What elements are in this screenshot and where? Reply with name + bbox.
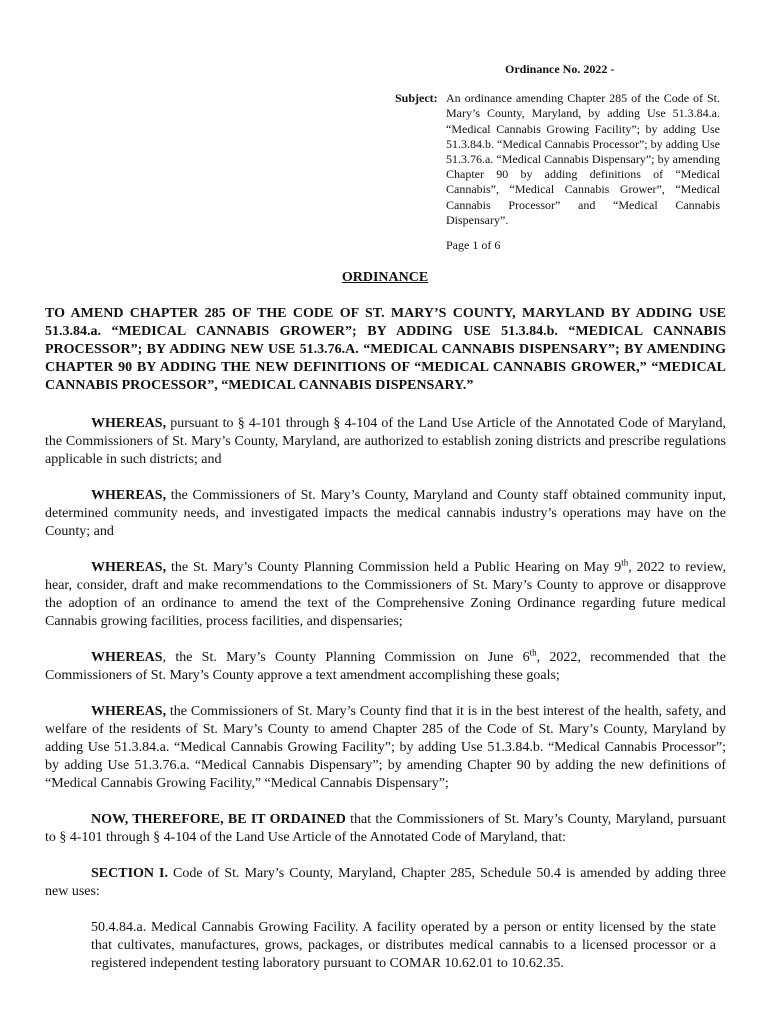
paragraph-text: the St. Mary’s County Planning Commission held a Public Hearing on May 9 <box>166 560 622 575</box>
ordained-paragraph <box>45 811 726 847</box>
section-one-paragraph <box>45 865 726 901</box>
paragraph-lead: WHEREAS, <box>91 704 167 719</box>
ordinance-body <box>45 305 726 973</box>
paragraph-lead: WHEREAS, <box>91 488 167 503</box>
whereas-paragraph-5 <box>45 703 726 793</box>
ordinance-number: Ordinance No. 2022 - <box>505 62 615 76</box>
paragraph-text: the Commissioners of St. Mary’s County, Maryland and County staff obtained community input, determined community needs, and investigated impacts the medical cannabis industry’s operations may have on the County; and <box>45 488 726 539</box>
ordinal-suffix: th <box>529 647 537 658</box>
ordinance-heading: TO AMEND CHAPTER 285 OF THE CODE OF ST. MARY’S COUNTY, MARYLAND BY ADDING USE 51.3.84.a. “MEDICAL CANNABIS GROWER”; BY ADDING USE 51.3.84.b. “MEDICAL CANNABIS PROCESSOR”; BY ADDING NEW USE 51.3.76.A. “MEDICAL CANNABIS DISPENSARY”; BY AMENDING CHAPTER 90 BY ADDING THE NEW DEFINITIONS OF “MEDICAL CANNABIS GROWER,” “MEDICAL CANNABIS PROCESSOR”, “MEDICAL CANNABIS DISPENSARY.” <box>45 306 726 393</box>
paragraph-text: , 2022, recommended that the Commissioners of St. Mary’s County approve a text amendment accomplishing these goals; <box>45 650 726 683</box>
ordinal-suffix: th <box>621 557 629 568</box>
subject-label: Subject: <box>395 91 438 106</box>
paragraph-text: Code of St. Mary’s County, Maryland, Chapter 285, Schedule 50.4 is amended by adding three new uses: <box>45 866 727 899</box>
subject-row <box>395 91 725 228</box>
page-number: Page 1 of 6 <box>446 238 501 253</box>
paragraph-text: , 2022 to review, hear, consider, draft and make recommendations to the Commissioners of St. Mary’s County to approve or disapprove the adoption of an ordinance to amend the text of the Comprehensive Zoning Ordinance regarding future medical Cannabis growing facilities, process facilities, and dispensaries; <box>45 560 726 629</box>
paragraph-text: pursuant to § 4-101 through § 4-104 of the Land Use Article of the Annotated Code of Maryland, the Commissioners of St. Mary’s County, Maryland, are authorized to establish zoning districts and prescribe regulations applicable in such districts; and <box>45 416 726 467</box>
whereas-paragraph-4 <box>45 649 726 685</box>
paragraph-text: , the St. Mary’s County Planning Commission on June 6 <box>162 650 530 665</box>
paragraph-text: the Commissioners of St. Mary’s County find that it is in the best interest of the health, safety, and welfare of the residents of St. Mary’s County to amend Chapter 285 of the Code of St. Mary’s County, Maryland by adding Use 51.3.84.a. “Medical Cannabis Growing Facility”; by adding Use 51.3.84.b. “Medical Cannabis Processor”; by adding Use 51.3.76.a. “Medical Cannabis Dispensary”; by amending Chapter 90 by adding the new definitions of “Medical Cannabis Growing Facility,” “Medical Cannabis Dispensary”; <box>45 704 726 791</box>
whereas-paragraph-3 <box>45 559 726 631</box>
ordinance-header <box>395 62 725 253</box>
paragraph-lead: WHEREAS <box>91 650 163 665</box>
paragraph-text: that the Commissioners of St. Mary’s County, Maryland, pursuant to § 4-101 through § 4-104 of the Land Use Article of the Annotated Code of Maryland, that: <box>45 812 726 845</box>
paragraph-lead: NOW, THEREFORE, BE IT ORDAINED <box>91 812 346 827</box>
use-definition-50-4-84-a: 50.4.84.a. Medical Cannabis Growing Facility. A facility operated by a person or entity licensed by the state that cultivates, manufactures, grows, packages, or distributes medical cannabis to a licensed processor or a registered independent testing laboratory pursuant to COMAR 10.62.01 to 10.62.35. <box>91 920 716 971</box>
whereas-paragraph-1 <box>45 415 726 469</box>
paragraph-lead: WHEREAS, <box>91 560 167 575</box>
paragraph-lead: WHEREAS, <box>91 416 167 431</box>
subject-text: An ordinance amending Chapter 285 of the Code of St. Mary’s County, Maryland, by adding Use 51.3.84.a. “Medical Cannabis Growing Facility”; by adding Use 51.3.84.b. “Medical Cannabis Processor”; by adding Use 51.3.76.a. “Medical Cannabis Dispensary”; by amending Chapter 90 by adding definitions of “Medical Cannabis”, “Medical Cannabis Grower”, “Medical Cannabis Processor” and “Medical Cannabis Dispensary”. <box>446 91 720 227</box>
whereas-paragraph-2 <box>45 487 726 541</box>
ordinance-title: ORDINANCE <box>341 270 429 285</box>
paragraph-lead: SECTION I. <box>91 866 169 881</box>
